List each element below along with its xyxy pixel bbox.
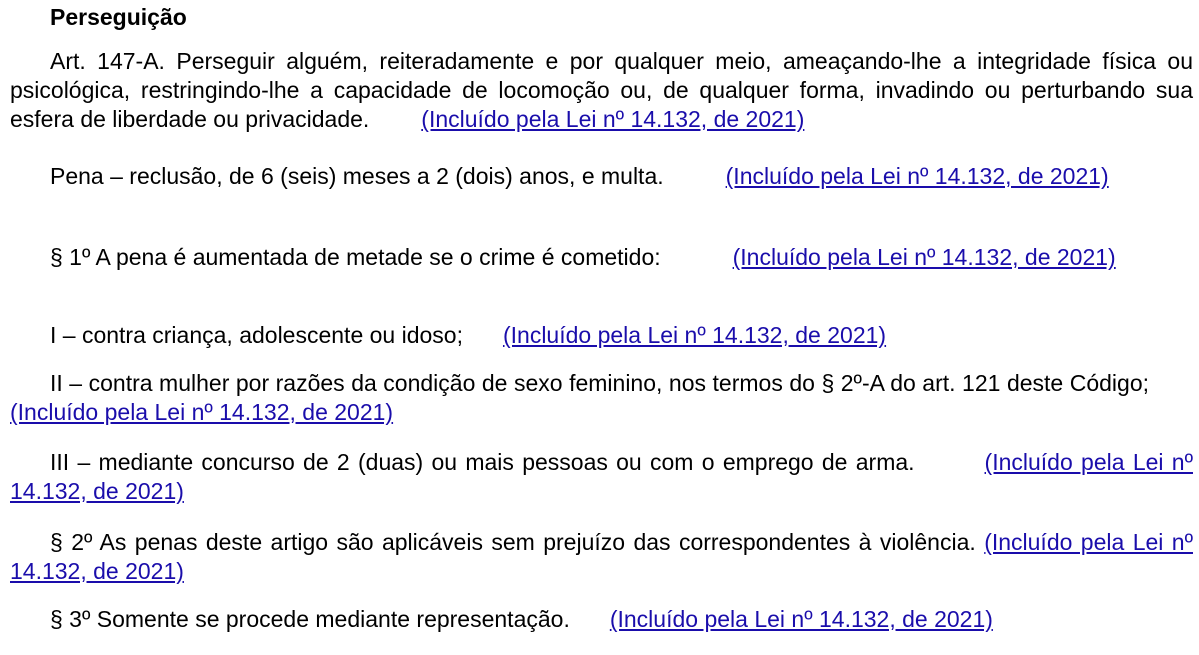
inciso-iii-text: III – mediante concurso de 2 (duas) ou mais pessoas ou com o emprego de arma. — [50, 449, 915, 475]
paragraph-1-text: § 1º A pena é aumentada de metade se o crime é cometido: — [50, 244, 661, 270]
paragraph-2-text: § 2º As penas deste artigo são aplicáveis sem prejuízo das correspondentes à violência. — [50, 529, 976, 555]
amendment-link[interactable]: (Incluído pela Lei nº 14.132, de 2021) — [10, 399, 394, 425]
article-text: Art. 147-A. Perseguir alguém, reiteradamente e por qualquer meio, ameaçando-lhe a integridade física ou psicológica, restringindo-lhe a capacidade de locomoção ou, de qualquer forma, invadindo ou perturbando sua esfera de liberdade ou privacidade. — [10, 48, 1193, 132]
amendment-link[interactable]: (Incluído pela Lei nº 14.132, de 2021) — [10, 529, 1193, 584]
penalty-text: Pena – reclusão, de 6 (seis) meses a 2 (dois) anos, e multa. — [50, 163, 664, 189]
article-147-a — [10, 47, 1193, 134]
inciso-ii-text: II – contra mulher por razões da condição de sexo feminino, nos termos do § 2º-A do art. 121 deste Código; — [50, 370, 1149, 396]
amendment-link[interactable]: (Incluído pela Lei nº 14.132, de 2021) — [10, 449, 1193, 504]
paragraph-3 — [10, 605, 1193, 634]
inciso-ii — [10, 369, 1193, 427]
inciso-i — [10, 321, 1193, 350]
amendment-link[interactable]: (Incluído pela Lei nº 14.132, de 2021) — [725, 163, 1109, 189]
penalty-paragraph — [10, 162, 1193, 191]
inciso-iii — [10, 448, 1193, 506]
paragraph-3-text: § 3º Somente se procede mediante representação. — [50, 606, 570, 632]
paragraph-2 — [10, 528, 1193, 586]
paragraph-1 — [10, 243, 1193, 272]
amendment-link[interactable]: (Incluído pela Lei nº 14.132, de 2021) — [421, 106, 805, 132]
amendment-link[interactable]: (Incluído pela Lei nº 14.132, de 2021) — [609, 606, 993, 632]
amendment-link[interactable]: (Incluído pela Lei nº 14.132, de 2021) — [732, 244, 1116, 270]
amendment-link[interactable]: (Incluído pela Lei nº 14.132, de 2021) — [502, 322, 887, 348]
inciso-i-text: I – contra criança, adolescente ou idoso; — [50, 322, 463, 348]
section-heading: Perseguição — [50, 4, 187, 30]
